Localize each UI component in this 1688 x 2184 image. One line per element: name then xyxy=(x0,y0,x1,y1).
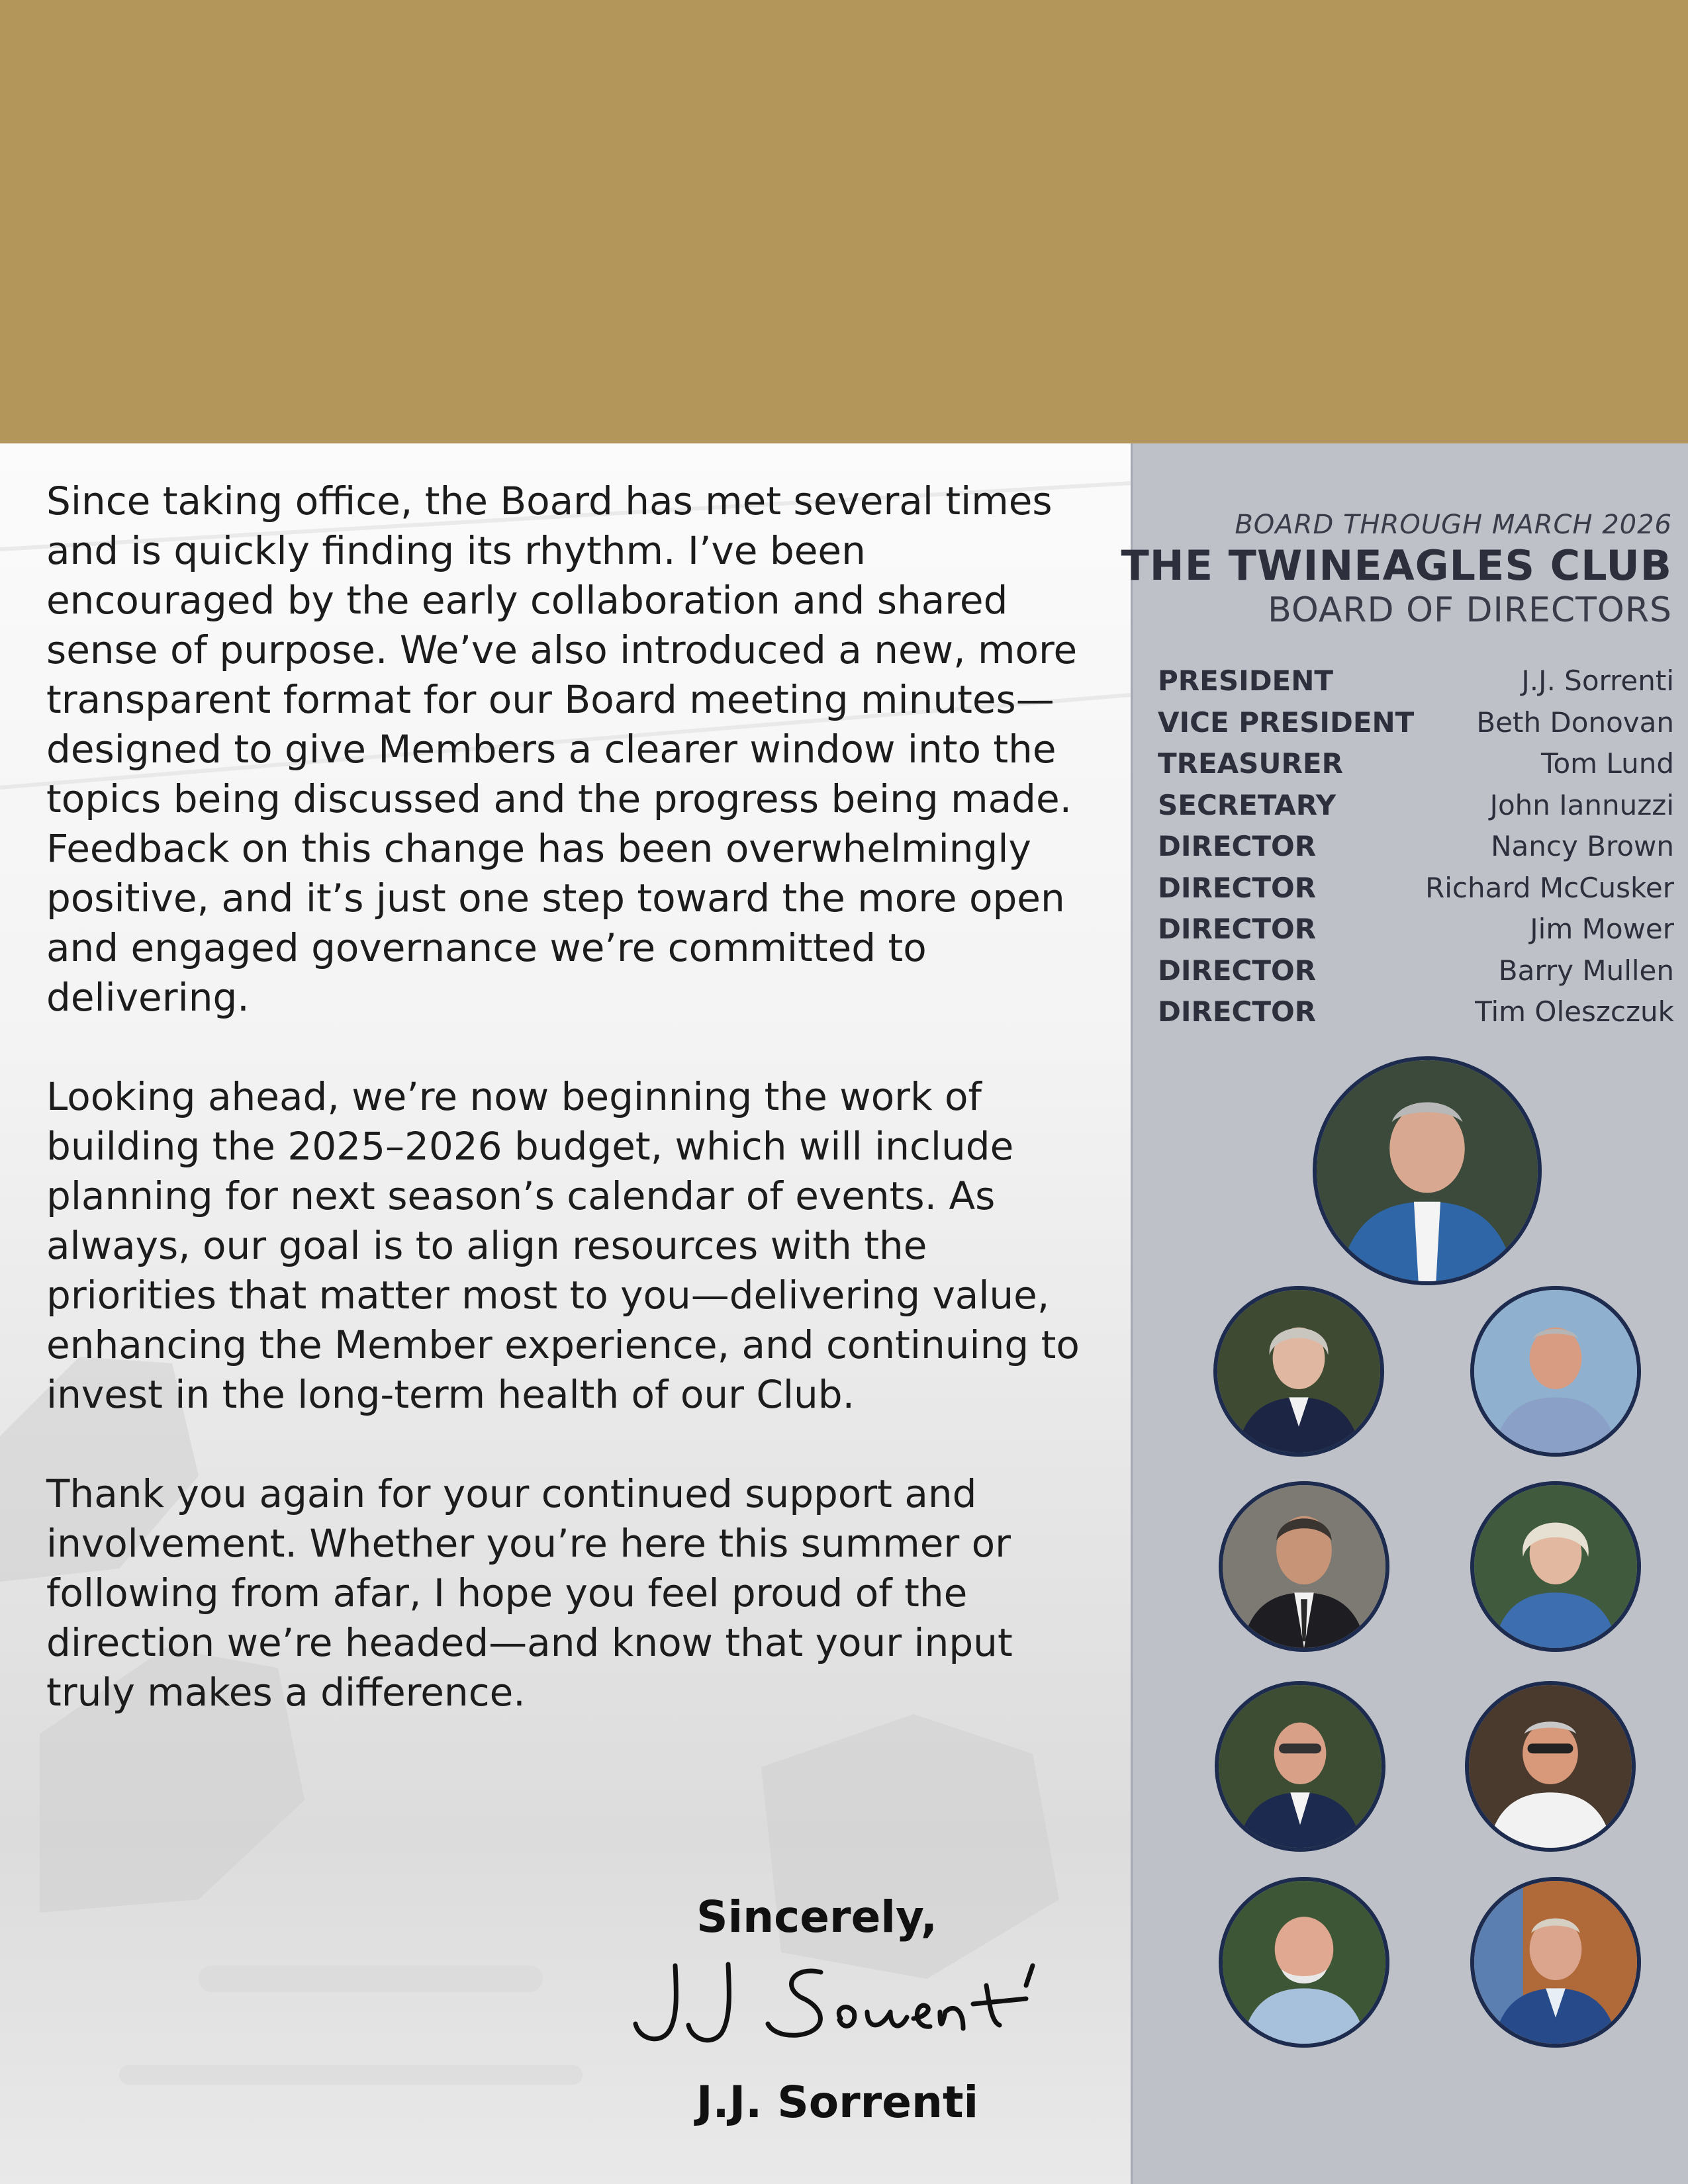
member-name: Barry Mullen xyxy=(1498,954,1674,987)
body-paragraph-2: Looking ahead, we’re now beginning the work of building the 2025–2026 budget, which will include planning for next season’s calendar of events. As always, our goal is to align resources with the priorities that matter most to you—delivering value, enhancing the Member experience, and continuing to invest in the long-term health of our Club. xyxy=(46,1074,1080,1417)
portrait-photo xyxy=(1213,1286,1384,1457)
member-role: PRESIDENT xyxy=(1158,664,1334,697)
member-name: Tim Oleszczuk xyxy=(1475,995,1674,1028)
roster-row xyxy=(1158,826,1674,868)
club-name: THE TWINEAGLES CLUB xyxy=(1121,541,1672,590)
member-name: John Iannuzzi xyxy=(1489,788,1674,821)
member-role: DIRECTOR xyxy=(1158,830,1317,862)
roster-row xyxy=(1158,991,1674,1033)
portrait-photo xyxy=(1470,1877,1641,2048)
roster-row xyxy=(1158,909,1674,950)
signer-name: J.J. Sorrenti xyxy=(696,2077,979,2128)
portrait-photo xyxy=(1219,1877,1389,2048)
member-name: J.J. Sorrenti xyxy=(1521,664,1674,697)
portrait-photo-president xyxy=(1313,1056,1542,1285)
sidebar-kicker: BOARD THROUGH MARCH 2026 xyxy=(1235,510,1672,540)
body-paragraph-3: Thank you again for your continued support and involvement. Whether you’re here this summer or following from afar, I hope you feel proud of the direction we’re headed—and know that your input truly makes a difference. xyxy=(46,1471,1013,1715)
member-name: Beth Donovan xyxy=(1476,705,1674,739)
portrait-photo xyxy=(1470,1286,1641,1457)
member-role: VICE PRESIDENT xyxy=(1158,705,1415,739)
roster-row xyxy=(1158,743,1674,785)
header-banner xyxy=(0,0,1688,443)
handwritten-signature xyxy=(629,1946,1059,2052)
portrait-photo xyxy=(1219,1481,1389,1652)
portrait-photo xyxy=(1470,1481,1641,1652)
board-roster xyxy=(1158,660,1674,1033)
board-subtitle: BOARD OF DIRECTORS xyxy=(1268,590,1672,630)
roster-row xyxy=(1158,868,1674,909)
board-sidebar xyxy=(1121,443,1688,2184)
body-paragraph-1: Since taking office, the Board has met several times and is quickly finding its rhythm. I’ve been encouraged by the early collaboration and shared sense of purpose. We’ve also introduced a new, more transparent format for our Board meeting minutes—designed to give Members a clearer window into the topics being discussed and the progress being made. Feedback on this change has been overwhelmingly positive, and it’s just one step toward the more open and engaged governance we’re committed to delivering. xyxy=(46,478,1078,1020)
letter-body xyxy=(46,477,1105,1767)
member-role: DIRECTOR xyxy=(1158,871,1317,904)
member-name: Tom Lund xyxy=(1540,747,1674,780)
closing-salutation: Sincerely, xyxy=(696,1891,937,1942)
letter-panel xyxy=(0,443,1131,2184)
portrait-photo xyxy=(1215,1681,1385,1852)
roster-row xyxy=(1158,702,1674,744)
member-role: DIRECTOR xyxy=(1158,913,1317,945)
roster-row xyxy=(1158,785,1674,827)
member-name: Jim Mower xyxy=(1530,913,1674,945)
member-role: TREASURER xyxy=(1158,747,1343,780)
roster-row xyxy=(1158,950,1674,992)
roster-row xyxy=(1158,660,1674,702)
member-role: DIRECTOR xyxy=(1158,995,1317,1028)
member-name: Nancy Brown xyxy=(1491,830,1674,862)
member-role: SECRETARY xyxy=(1158,788,1336,821)
portrait-photo xyxy=(1465,1681,1636,1852)
member-role: DIRECTOR xyxy=(1158,954,1317,987)
member-name: Richard McCusker xyxy=(1425,871,1674,904)
